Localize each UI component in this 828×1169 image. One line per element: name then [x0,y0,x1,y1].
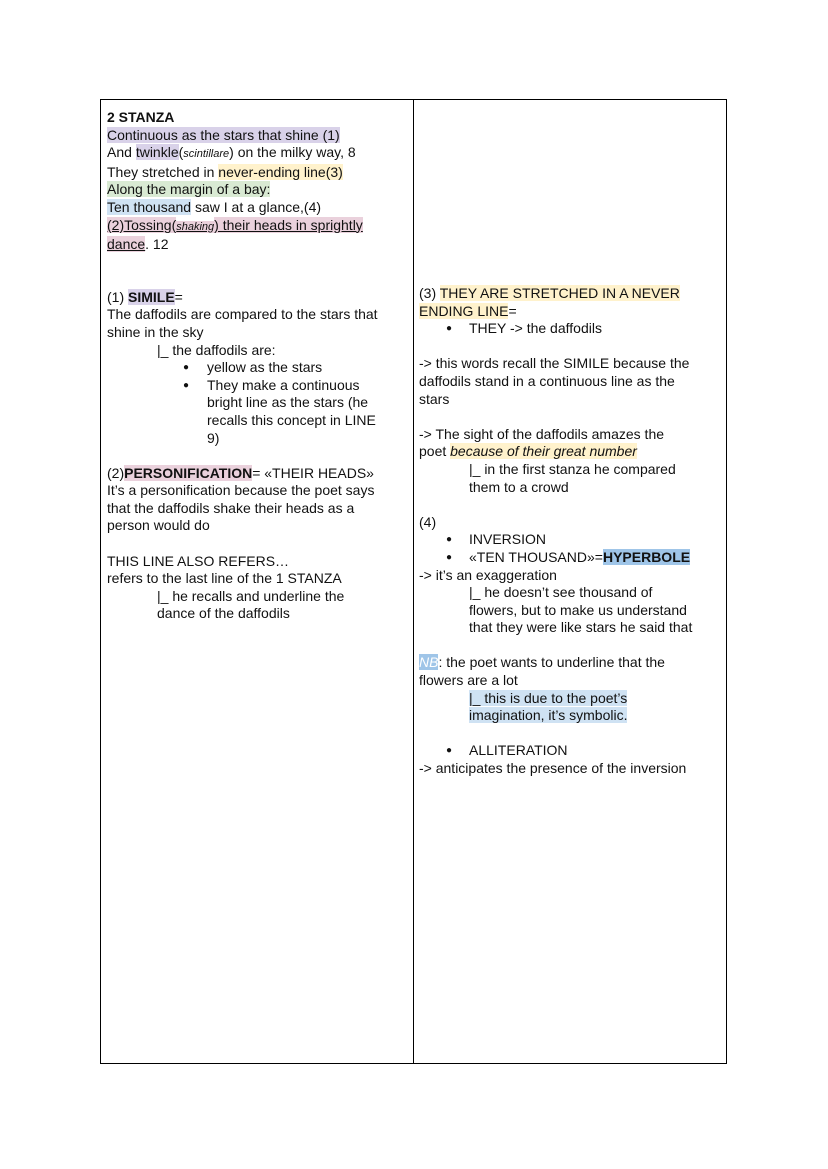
sight-sub-2: them to a crowd [469,478,569,495]
poem-line-5: Ten thousand saw I at a glance,(4) [107,198,322,215]
simile-bullet-2: ● They make a continuous [107,377,409,395]
personification-text-2: that the daffodils shake their heads as a [107,499,355,516]
right-column [419,100,721,778]
notes-table [100,99,727,1064]
never-ending-heading-2: ENDING LINE= [419,302,517,319]
poem-line-1: Continuous as the stars that shine (1) [107,126,340,143]
poem-line-4: Along the margin of a bay: [107,181,271,198]
sight-line-1: -> The sight of the daffodils amazes the [419,425,665,442]
simile-bullet-2-cont-3: 9) [207,429,220,446]
never-ending-heading-1: (3) THEY ARE STRETCHED IN A NEVER [419,285,680,301]
never-ending-bullet: ● THEY -> the daffodils [419,320,721,338]
section-4-label: (4) [419,513,437,530]
also-refers-heading: THIS LINE ALSO REFERS… [107,552,290,569]
left-column [107,100,409,623]
exaggeration-sub-1: |_ he doesn’t see thousand of [469,584,653,601]
sight-line-2: poet because of their great number [419,443,637,460]
nb-line: NB: the poet wants to underline that the [419,654,665,671]
hyperbole-bullet: ● «TEN THOUSAND»=HYPERBOLE [419,549,721,567]
poem-line-6: (2)Tossing(shaking) their heads in sprightly [107,216,363,233]
nb-line-2: flowers are a lot [419,672,518,689]
simile-text-1: The daffodils are compared to the stars that [107,306,378,323]
poem-line-7: dance. 12 [107,236,169,253]
alliteration-bullet: ● ALLITERATION [419,742,721,760]
poem-line-3: They stretched in never-ending line(3) [107,163,343,180]
exaggeration-sub-2: flowers, but to make us understand [469,601,687,618]
poem-line-2: And twinkle(scintillare) on the milky way, 8 [107,144,356,161]
also-refers-text: refers to the last line of the 1 STANZA [107,570,342,587]
simile-sub: |_ the daffodils are: [157,341,276,358]
inversion-bullet: ● INVERSION [419,531,721,549]
simile-bullet-2-cont-2: recalls this concept in LINE [207,411,376,428]
symbolic-sub-1: |_ this is due to the poet’s [469,689,628,706]
alliteration-line: -> anticipates the presence of the inversion [419,760,687,777]
simile-heading: (1) SIMILE= [107,288,183,305]
stanza-heading: 2 STANZA [107,109,175,125]
column-divider [413,100,414,1063]
personification-heading: (2)PERSONIFICATION= «THEIR HEADS» [107,464,374,481]
simile-bullet-2-cont-1: bright line as the stars (he [207,394,369,411]
simile-recall-2: daffodils stand in a continuous line as the [419,372,675,389]
personification-text-1: It’s a personification because the poet says [107,482,375,499]
exaggeration-sub-3: that they were like stars he said that [469,619,693,636]
exaggeration-line: -> it’s an exaggeration [419,566,557,583]
simile-recall-1: -> this words recall the SIMILE because the [419,355,690,372]
personification-text-3: person would do [107,517,210,534]
simile-bullet-1: ● yellow as the stars [107,359,409,377]
simile-recall-3: stars [419,390,450,407]
simile-text-2: shine in the sky [107,323,204,340]
also-refers-sub-1: |_ he recalls and underline the [157,587,345,604]
symbolic-sub-2: imagination, it’s symbolic. [469,707,628,724]
also-refers-sub-2: dance of the daffodils [157,605,290,622]
sight-sub-1: |_ in the first stanza he compared [469,460,676,477]
